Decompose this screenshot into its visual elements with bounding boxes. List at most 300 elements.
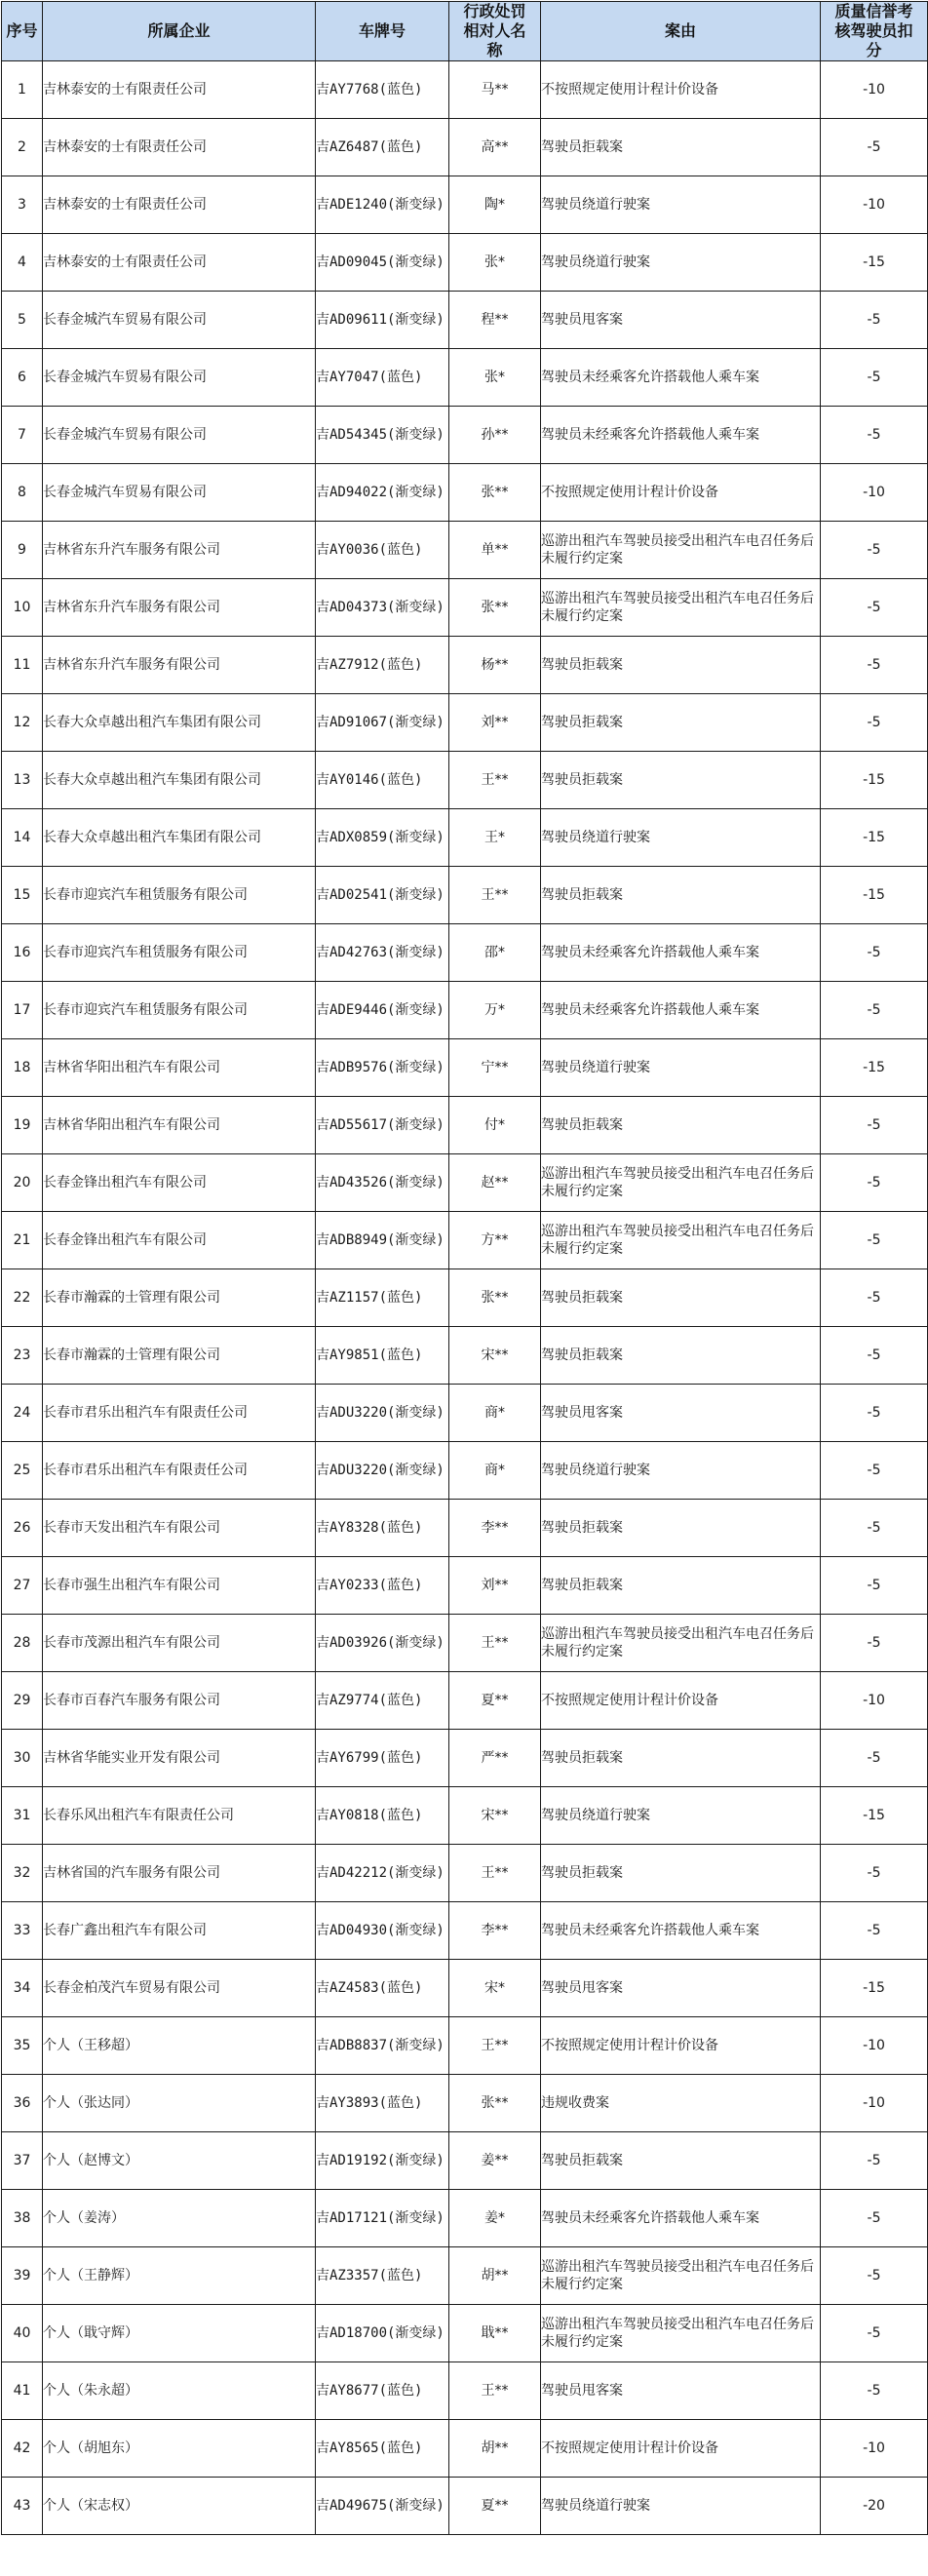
cell-plate: 吉AD55617(渐变绿) (316, 1097, 449, 1154)
cell-name: 王** (449, 752, 541, 809)
table-row (2, 1039, 928, 1097)
table-row (2, 2362, 928, 2420)
cell-points: -5 (821, 119, 928, 176)
cell-no: 29 (2, 1672, 43, 1730)
cell-no: 16 (2, 924, 43, 982)
table-row (2, 407, 928, 464)
cell-no: 32 (2, 1845, 43, 1902)
table-row (2, 1212, 928, 1269)
cell-cause: 驾驶员拒载案 (541, 1097, 821, 1154)
cell-points: -5 (821, 579, 928, 637)
cell-company: 长春金柏茂汽车贸易有限公司 (43, 1960, 316, 2017)
cell-points: -15 (821, 234, 928, 292)
table-row (2, 809, 928, 867)
cell-plate: 吉AY7047(蓝色) (316, 349, 449, 407)
cell-name: 张** (449, 2075, 541, 2132)
cell-name: 王** (449, 1845, 541, 1902)
table-row (2, 2075, 928, 2132)
cell-name: 刘** (449, 1557, 541, 1615)
cell-points: -5 (821, 1730, 928, 1787)
table-row (2, 2132, 928, 2190)
cell-points: -5 (821, 2362, 928, 2420)
cell-company: 个人（张达同） (43, 2075, 316, 2132)
cell-no: 42 (2, 2420, 43, 2478)
cell-points: -15 (821, 752, 928, 809)
cell-plate: 吉AZ4583(蓝色) (316, 1960, 449, 2017)
cell-plate: 吉AD09045(渐变绿) (316, 234, 449, 292)
cell-name: 商* (449, 1385, 541, 1442)
table-row (2, 1442, 928, 1500)
cell-name: 张** (449, 579, 541, 637)
penalty-table (1, 1, 928, 2535)
cell-company: 长春金城汽车贸易有限公司 (43, 464, 316, 522)
table-row (2, 292, 928, 349)
cell-cause: 驾驶员拒载案 (541, 1327, 821, 1385)
cell-plate: 吉AD19192(渐变绿) (316, 2132, 449, 2190)
cell-points: -5 (821, 2190, 928, 2247)
table-row (2, 2305, 928, 2362)
cell-no: 24 (2, 1385, 43, 1442)
cell-no: 19 (2, 1097, 43, 1154)
cell-no: 2 (2, 119, 43, 176)
cell-points: -5 (821, 637, 928, 694)
cell-company: 个人（戢守辉） (43, 2305, 316, 2362)
cell-no: 40 (2, 2305, 43, 2362)
cell-no: 13 (2, 752, 43, 809)
cell-plate: 吉AY8328(蓝色) (316, 1500, 449, 1557)
cell-no: 37 (2, 2132, 43, 2190)
cell-plate: 吉AD43526(渐变绿) (316, 1154, 449, 1212)
cell-points: -10 (821, 2017, 928, 2075)
header-no: 序号 (2, 2, 43, 61)
table-row (2, 349, 928, 407)
cell-points: -5 (821, 2247, 928, 2305)
cell-points: -5 (821, 1845, 928, 1902)
table-row (2, 176, 928, 234)
table-row (2, 1615, 928, 1672)
table-row (2, 234, 928, 292)
cell-no: 25 (2, 1442, 43, 1500)
cell-no: 22 (2, 1269, 43, 1327)
cell-no: 8 (2, 464, 43, 522)
table-row (2, 982, 928, 1039)
cell-plate: 吉AY8677(蓝色) (316, 2362, 449, 2420)
table-row (2, 1269, 928, 1327)
cell-plate: 吉ADB9576(渐变绿) (316, 1039, 449, 1097)
cell-points: -5 (821, 1442, 928, 1500)
cell-name: 戢** (449, 2305, 541, 2362)
cell-plate: 吉ADB8949(渐变绿) (316, 1212, 449, 1269)
cell-no: 38 (2, 2190, 43, 2247)
cell-cause: 驾驶员绕道行驶案 (541, 1039, 821, 1097)
table-row (2, 1730, 928, 1787)
cell-name: 高** (449, 119, 541, 176)
cell-cause: 驾驶员绕道行驶案 (541, 176, 821, 234)
header-points: 质量信誉考核驾驶员扣分 (821, 2, 928, 61)
cell-company: 长春市迎宾汽车租赁服务有限公司 (43, 982, 316, 1039)
cell-plate: 吉AD09611(渐变绿) (316, 292, 449, 349)
cell-points: -15 (821, 1787, 928, 1845)
cell-plate: 吉AD91067(渐变绿) (316, 694, 449, 752)
cell-cause: 驾驶员绕道行驶案 (541, 2478, 821, 2535)
cell-name: 万* (449, 982, 541, 1039)
cell-points: -15 (821, 1039, 928, 1097)
cell-plate: 吉ADU3220(渐变绿) (316, 1385, 449, 1442)
cell-no: 35 (2, 2017, 43, 2075)
cell-name: 夏** (449, 2478, 541, 2535)
cell-company: 个人（赵博文） (43, 2132, 316, 2190)
cell-plate: 吉AY6799(蓝色) (316, 1730, 449, 1787)
cell-points: -5 (821, 292, 928, 349)
cell-name: 张** (449, 1269, 541, 1327)
cell-no: 30 (2, 1730, 43, 1787)
cell-name: 张* (449, 349, 541, 407)
cell-cause: 驾驶员未经乘客允许搭载他人乘车案 (541, 407, 821, 464)
cell-company: 个人（宋志权） (43, 2478, 316, 2535)
cell-name: 李** (449, 1902, 541, 1960)
cell-cause: 驾驶员拒载案 (541, 867, 821, 924)
cell-plate: 吉ADB8837(渐变绿) (316, 2017, 449, 2075)
cell-name: 赵** (449, 1154, 541, 1212)
cell-cause: 驾驶员拒载案 (541, 752, 821, 809)
table-row (2, 1385, 928, 1442)
cell-company: 长春市迎宾汽车租赁服务有限公司 (43, 867, 316, 924)
cell-company: 长春金城汽车贸易有限公司 (43, 407, 316, 464)
cell-name: 王* (449, 809, 541, 867)
cell-no: 33 (2, 1902, 43, 1960)
cell-plate: 吉AD03926(渐变绿) (316, 1615, 449, 1672)
cell-no: 10 (2, 579, 43, 637)
cell-cause: 驾驶员甩客案 (541, 2362, 821, 2420)
cell-points: -5 (821, 1500, 928, 1557)
cell-no: 9 (2, 522, 43, 579)
table-row (2, 637, 928, 694)
cell-name: 胡** (449, 2247, 541, 2305)
cell-company: 吉林泰安的士有限责任公司 (43, 119, 316, 176)
cell-points: -15 (821, 867, 928, 924)
table-row (2, 1902, 928, 1960)
cell-points: -10 (821, 1672, 928, 1730)
cell-company: 个人（朱永超） (43, 2362, 316, 2420)
cell-no: 34 (2, 1960, 43, 2017)
cell-name: 姜* (449, 2190, 541, 2247)
cell-name: 严** (449, 1730, 541, 1787)
cell-cause: 不按照规定使用计程计价设备 (541, 1672, 821, 1730)
cell-cause: 驾驶员甩客案 (541, 292, 821, 349)
cell-cause: 巡游出租汽车驾驶员接受出租汽车电召任务后未履行约定案 (541, 2305, 821, 2362)
cell-cause: 驾驶员未经乘客允许搭载他人乘车案 (541, 349, 821, 407)
cell-plate: 吉ADU3220(渐变绿) (316, 1442, 449, 1500)
cell-plate: 吉AD04373(渐变绿) (316, 579, 449, 637)
cell-plate: 吉AY0146(蓝色) (316, 752, 449, 809)
cell-cause: 驾驶员绕道行驶案 (541, 1787, 821, 1845)
cell-plate: 吉AY8565(蓝色) (316, 2420, 449, 2478)
cell-cause: 驾驶员未经乘客允许搭载他人乘车案 (541, 982, 821, 1039)
cell-cause: 驾驶员拒载案 (541, 694, 821, 752)
table-row (2, 2247, 928, 2305)
cell-cause: 巡游出租汽车驾驶员接受出租汽车电召任务后未履行约定案 (541, 579, 821, 637)
cell-name: 张** (449, 464, 541, 522)
table-row (2, 2478, 928, 2535)
cell-plate: 吉AY0818(蓝色) (316, 1787, 449, 1845)
table-row (2, 579, 928, 637)
cell-cause: 驾驶员甩客案 (541, 1960, 821, 2017)
cell-no: 12 (2, 694, 43, 752)
cell-points: -5 (821, 1327, 928, 1385)
table-row (2, 464, 928, 522)
cell-plate: 吉AD42212(渐变绿) (316, 1845, 449, 1902)
cell-cause: 违规收费案 (541, 2075, 821, 2132)
cell-name: 宋** (449, 1787, 541, 1845)
cell-company: 长春市瀚霖的士管理有限公司 (43, 1327, 316, 1385)
table-row (2, 1500, 928, 1557)
cell-company: 长春乐风出租汽车有限责任公司 (43, 1787, 316, 1845)
cell-points: -5 (821, 1902, 928, 1960)
table-row (2, 867, 928, 924)
cell-no: 18 (2, 1039, 43, 1097)
cell-plate: 吉AD94022(渐变绿) (316, 464, 449, 522)
cell-points: -5 (821, 1385, 928, 1442)
cell-plate: 吉AZ1157(蓝色) (316, 1269, 449, 1327)
cell-company: 长春大众卓越出租汽车集团有限公司 (43, 809, 316, 867)
table-row (2, 1960, 928, 2017)
cell-points: -15 (821, 1960, 928, 2017)
cell-points: -10 (821, 464, 928, 522)
cell-cause: 驾驶员拒载案 (541, 637, 821, 694)
cell-cause: 巡游出租汽车驾驶员接受出租汽车电召任务后未履行约定案 (541, 522, 821, 579)
cell-plate: 吉AZ7912(蓝色) (316, 637, 449, 694)
cell-no: 36 (2, 2075, 43, 2132)
cell-company: 长春市瀚霖的士管理有限公司 (43, 1269, 316, 1327)
cell-plate: 吉AY9851(蓝色) (316, 1327, 449, 1385)
table-row (2, 1787, 928, 1845)
cell-plate: 吉AD42763(渐变绿) (316, 924, 449, 982)
cell-points: -5 (821, 982, 928, 1039)
header-plate: 车牌号 (316, 2, 449, 61)
cell-points: -5 (821, 2132, 928, 2190)
cell-plate: 吉AY0036(蓝色) (316, 522, 449, 579)
cell-no: 5 (2, 292, 43, 349)
cell-company: 个人（姜涛） (43, 2190, 316, 2247)
cell-points: -5 (821, 1269, 928, 1327)
cell-company: 吉林省国的汽车服务有限公司 (43, 1845, 316, 1902)
cell-cause: 驾驶员甩客案 (541, 1385, 821, 1442)
cell-cause: 驾驶员未经乘客允许搭载他人乘车案 (541, 2190, 821, 2247)
cell-plate: 吉AD17121(渐变绿) (316, 2190, 449, 2247)
cell-company: 长春金城汽车贸易有限公司 (43, 349, 316, 407)
cell-company: 长春市强生出租汽车有限公司 (43, 1557, 316, 1615)
cell-plate: 吉AD18700(渐变绿) (316, 2305, 449, 2362)
table-row (2, 119, 928, 176)
cell-company: 吉林泰安的士有限责任公司 (43, 176, 316, 234)
cell-company: 吉林省东升汽车服务有限公司 (43, 637, 316, 694)
cell-cause: 驾驶员绕道行驶案 (541, 1442, 821, 1500)
cell-no: 27 (2, 1557, 43, 1615)
cell-company: 长春大众卓越出租汽车集团有限公司 (43, 694, 316, 752)
cell-points: -10 (821, 2420, 928, 2478)
cell-plate: 吉AZ9774(蓝色) (316, 1672, 449, 1730)
cell-name: 邵* (449, 924, 541, 982)
cell-company: 长春市迎宾汽车租赁服务有限公司 (43, 924, 316, 982)
cell-company: 吉林泰安的士有限责任公司 (43, 234, 316, 292)
cell-cause: 巡游出租汽车驾驶员接受出租汽车电召任务后未履行约定案 (541, 2247, 821, 2305)
cell-cause: 巡游出租汽车驾驶员接受出租汽车电召任务后未履行约定案 (541, 1212, 821, 1269)
cell-cause: 驾驶员未经乘客允许搭载他人乘车案 (541, 1902, 821, 1960)
cell-cause: 巡游出租汽车驾驶员接受出租汽车电召任务后未履行约定案 (541, 1154, 821, 1212)
cell-plate: 吉AD04930(渐变绿) (316, 1902, 449, 1960)
cell-company: 长春金城汽车贸易有限公司 (43, 292, 316, 349)
table-row (2, 1154, 928, 1212)
cell-no: 39 (2, 2247, 43, 2305)
cell-no: 41 (2, 2362, 43, 2420)
cell-company: 吉林省华阳出租汽车有限公司 (43, 1039, 316, 1097)
table-row (2, 752, 928, 809)
table-row (2, 1557, 928, 1615)
cell-cause: 不按照规定使用计程计价设备 (541, 61, 821, 119)
cell-name: 张* (449, 234, 541, 292)
cell-plate: 吉AD49675(渐变绿) (316, 2478, 449, 2535)
cell-cause: 驾驶员拒载案 (541, 1269, 821, 1327)
cell-cause: 不按照规定使用计程计价设备 (541, 2017, 821, 2075)
cell-points: -5 (821, 1154, 928, 1212)
table-body (2, 61, 928, 2535)
cell-no: 15 (2, 867, 43, 924)
cell-no: 20 (2, 1154, 43, 1212)
cell-name: 杨** (449, 637, 541, 694)
cell-company: 个人（胡旭东） (43, 2420, 316, 2478)
cell-company: 吉林省东升汽车服务有限公司 (43, 579, 316, 637)
cell-no: 4 (2, 234, 43, 292)
cell-name: 宁** (449, 1039, 541, 1097)
cell-name: 夏** (449, 1672, 541, 1730)
cell-no: 43 (2, 2478, 43, 2535)
table-row (2, 1097, 928, 1154)
table-row (2, 2017, 928, 2075)
cell-name: 宋** (449, 1327, 541, 1385)
header-company: 所属企业 (43, 2, 316, 61)
cell-points: -5 (821, 1557, 928, 1615)
cell-name: 付* (449, 1097, 541, 1154)
table-row (2, 1845, 928, 1902)
cell-name: 姜** (449, 2132, 541, 2190)
cell-points: -5 (821, 1615, 928, 1672)
table-row (2, 1327, 928, 1385)
cell-company: 长春大众卓越出租汽车集团有限公司 (43, 752, 316, 809)
cell-company: 吉林省东升汽车服务有限公司 (43, 522, 316, 579)
cell-plate: 吉ADE9446(渐变绿) (316, 982, 449, 1039)
table-row (2, 2190, 928, 2247)
cell-company: 个人（王静辉） (43, 2247, 316, 2305)
cell-points: -10 (821, 61, 928, 119)
cell-points: -5 (821, 1212, 928, 1269)
cell-cause: 驾驶员绕道行驶案 (541, 234, 821, 292)
table-row (2, 61, 928, 119)
cell-no: 26 (2, 1500, 43, 1557)
cell-points: -10 (821, 2075, 928, 2132)
cell-company: 长春市君乐出租汽车有限责任公司 (43, 1442, 316, 1500)
cell-name: 商* (449, 1442, 541, 1500)
cell-company: 长春广鑫出租汽车有限公司 (43, 1902, 316, 1960)
cell-name: 方** (449, 1212, 541, 1269)
cell-name: 单** (449, 522, 541, 579)
cell-company: 吉林泰安的士有限责任公司 (43, 61, 316, 119)
cell-cause: 驾驶员拒载案 (541, 1500, 821, 1557)
header-row (2, 2, 928, 61)
cell-plate: 吉ADX0859(渐变绿) (316, 809, 449, 867)
cell-company: 长春金锋出租汽车有限公司 (43, 1212, 316, 1269)
cell-no: 21 (2, 1212, 43, 1269)
cell-name: 王** (449, 1615, 541, 1672)
cell-company: 长春市君乐出租汽车有限责任公司 (43, 1385, 316, 1442)
cell-no: 17 (2, 982, 43, 1039)
cell-company: 吉林省华能实业开发有限公司 (43, 1730, 316, 1787)
cell-no: 31 (2, 1787, 43, 1845)
table-row (2, 1672, 928, 1730)
cell-cause: 巡游出租汽车驾驶员接受出租汽车电召任务后未履行约定案 (541, 1615, 821, 1672)
cell-points: -20 (821, 2478, 928, 2535)
cell-name: 胡** (449, 2420, 541, 2478)
cell-cause: 驾驶员拒载案 (541, 119, 821, 176)
cell-name: 王** (449, 2362, 541, 2420)
cell-name: 孙** (449, 407, 541, 464)
cell-points: -5 (821, 694, 928, 752)
cell-no: 28 (2, 1615, 43, 1672)
cell-points: -10 (821, 176, 928, 234)
table-row (2, 924, 928, 982)
cell-company: 个人（王移超） (43, 2017, 316, 2075)
cell-no: 23 (2, 1327, 43, 1385)
cell-name: 刘** (449, 694, 541, 752)
cell-no: 14 (2, 809, 43, 867)
cell-points: -5 (821, 349, 928, 407)
cell-plate: 吉AZ6487(蓝色) (316, 119, 449, 176)
cell-name: 陶* (449, 176, 541, 234)
cell-cause: 驾驶员拒载案 (541, 1730, 821, 1787)
cell-cause: 不按照规定使用计程计价设备 (541, 464, 821, 522)
cell-name: 王** (449, 867, 541, 924)
cell-company: 长春市天发出租汽车有限公司 (43, 1500, 316, 1557)
cell-points: -5 (821, 924, 928, 982)
cell-name: 李** (449, 1500, 541, 1557)
table-row (2, 2420, 928, 2478)
cell-name: 王** (449, 2017, 541, 2075)
cell-cause: 驾驶员绕道行驶案 (541, 809, 821, 867)
cell-cause: 驾驶员拒载案 (541, 2132, 821, 2190)
cell-plate: 吉ADE1240(渐变绿) (316, 176, 449, 234)
cell-plate: 吉AZ3357(蓝色) (316, 2247, 449, 2305)
cell-plate: 吉AD54345(渐变绿) (316, 407, 449, 464)
cell-name: 马** (449, 61, 541, 119)
cell-no: 11 (2, 637, 43, 694)
table-row (2, 694, 928, 752)
cell-company: 长春市百春汽车服务有限公司 (43, 1672, 316, 1730)
cell-plate: 吉AY0233(蓝色) (316, 1557, 449, 1615)
cell-no: 6 (2, 349, 43, 407)
header-cause: 案由 (541, 2, 821, 61)
cell-no: 1 (2, 61, 43, 119)
cell-cause: 驾驶员未经乘客允许搭载他人乘车案 (541, 924, 821, 982)
cell-plate: 吉AY7768(蓝色) (316, 61, 449, 119)
cell-cause: 不按照规定使用计程计价设备 (541, 2420, 821, 2478)
cell-company: 长春市茂源出租汽车有限公司 (43, 1615, 316, 1672)
cell-cause: 驾驶员拒载案 (541, 1845, 821, 1902)
cell-cause: 驾驶员拒载案 (541, 1557, 821, 1615)
cell-points: -5 (821, 1097, 928, 1154)
cell-no: 7 (2, 407, 43, 464)
cell-points: -15 (821, 809, 928, 867)
cell-plate: 吉AD02541(渐变绿) (316, 867, 449, 924)
cell-plate: 吉AY3893(蓝色) (316, 2075, 449, 2132)
